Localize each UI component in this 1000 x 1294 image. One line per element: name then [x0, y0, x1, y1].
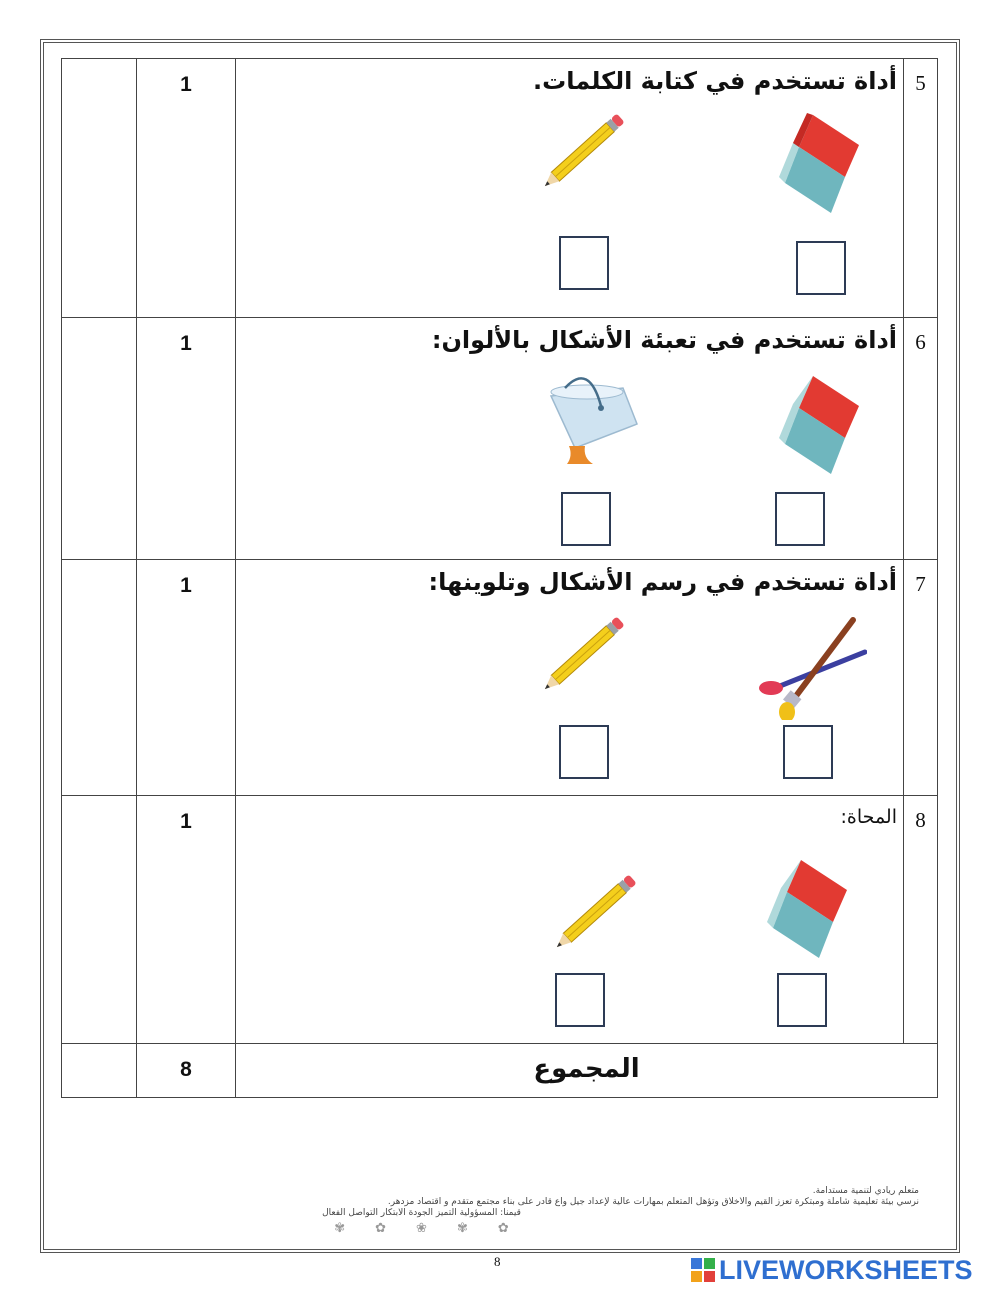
school-footer [74, 1186, 919, 1234]
question-text: أداة تستخدم في كتابة الكلمات. [533, 67, 897, 95]
pencil-icon [535, 107, 635, 193]
answer-checkbox[interactable] [559, 725, 609, 779]
question-row [62, 796, 938, 1044]
pencil-icon [547, 868, 647, 954]
paint-bucket-icon [545, 376, 645, 468]
question-text: المحاة: [840, 806, 897, 828]
page-number: 8 [494, 1254, 501, 1269]
question-number: 8 [904, 796, 938, 1044]
eraser-icon [759, 854, 849, 958]
question-number: 7 [904, 560, 938, 796]
brand-name: LIVEWORKSHEETS [719, 1254, 973, 1285]
answer-checkbox[interactable] [783, 725, 833, 779]
question-score: 1 [137, 318, 236, 560]
total-row [62, 1044, 938, 1098]
empty-cell [62, 796, 137, 1044]
question-cell [236, 796, 904, 1044]
worksheet-table [61, 58, 938, 1098]
empty-cell [62, 1044, 137, 1098]
question-number: 5 [904, 59, 938, 318]
answer-checkbox[interactable] [559, 236, 609, 290]
question-row [62, 59, 938, 318]
footer-vision: متعلم ريادي لتنمية مستدامة. [812, 1186, 919, 1196]
answer-checkbox[interactable] [561, 492, 611, 546]
question-row [62, 318, 938, 560]
total-score: 8 [137, 1044, 236, 1098]
question-score: 1 [137, 59, 236, 318]
question-cell [236, 560, 904, 796]
question-text: أداة تستخدم في رسم الأشكال وتلوينها: [428, 568, 897, 596]
logo-grid-icon [691, 1258, 715, 1282]
values-icons: ✿✾❀✿✾ [334, 1221, 539, 1236]
answer-checkbox[interactable] [796, 241, 846, 295]
paintbrushes-icon [755, 616, 867, 720]
eraser-icon [771, 109, 861, 213]
empty-cell [62, 318, 137, 560]
answer-checkbox[interactable] [555, 973, 605, 1027]
answer-checkbox[interactable] [775, 492, 825, 546]
question-number: 6 [904, 318, 938, 560]
liveworksheets-logo [691, 1256, 973, 1284]
empty-cell [62, 59, 137, 318]
question-score: 1 [137, 796, 236, 1044]
question-score: 1 [137, 560, 236, 796]
question-row [62, 560, 938, 796]
pencil-icon [535, 610, 635, 696]
eraser-icon [771, 370, 861, 474]
total-label: المجموع [236, 1044, 938, 1098]
answer-checkbox[interactable] [777, 973, 827, 1027]
footer-mission: نرسي بيئة تعليمية شاملة ومبتكرة تعزز القيم والأخلاق وتؤهل المتعلم بمهارات عالية لإعداد جيل واع قادر على بناء مجتمع متقدم و اقتصاد مزدهر. [387, 1197, 919, 1207]
empty-cell [62, 560, 137, 796]
question-cell [236, 318, 904, 560]
footer-values: قيمنا: المسؤولية التميز الجودة الابتكار التواصل الفعال [322, 1208, 521, 1218]
question-text: أداة تستخدم في تعبئة الأشكال بالألوان: [431, 326, 897, 354]
question-cell [236, 59, 904, 318]
